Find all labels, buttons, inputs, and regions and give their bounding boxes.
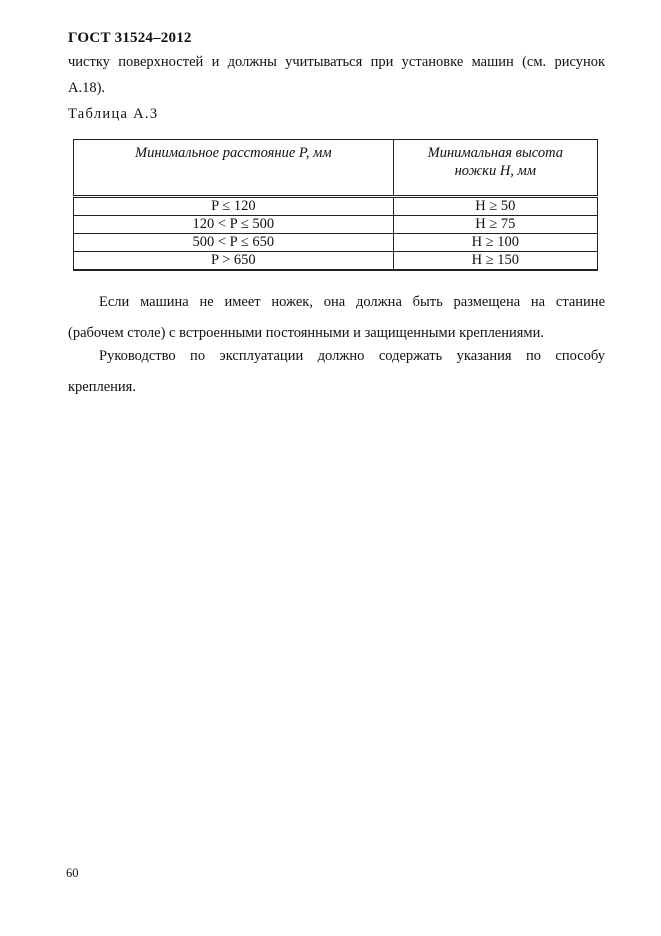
col-header-height-line2: ножки H, мм [454,163,537,179]
cell-distance: 120 < P ≤ 500 [74,216,394,234]
cell-distance: P ≤ 120 [74,197,394,216]
paragraph-no-feet [68,287,605,349]
paragraph-no-feet-line1: Если машина не имеет ножек, она должна быть размещена на станине [99,294,605,310]
paragraph-no-feet-line2: (рабочем столе) с встроенными постоянными и защищенными креплениями. [68,325,544,341]
col-header-height-line1: Минимальная высота [427,145,563,161]
intro-line-2: А.18). [68,80,106,96]
distance-height-table [73,139,598,271]
document-header: ГОСТ 31524–2012 [68,30,192,46]
col-header-height [393,140,597,197]
cell-distance: P > 650 [74,252,394,271]
cell-height: H ≥ 50 [393,197,597,216]
cell-height: H ≥ 100 [393,234,597,252]
col-header-distance: Минимальное расстояние P, мм [74,140,394,197]
cell-distance: 500 < P ≤ 650 [74,234,394,252]
table-header-row [74,140,598,197]
cell-height: H ≥ 150 [393,252,597,271]
table-caption: Таблица А.3 [68,106,159,122]
table-row [74,216,598,234]
cell-height: H ≥ 75 [393,216,597,234]
paragraph-manual-line2: крепления. [68,379,136,395]
table-row [74,234,598,252]
table-row [74,252,598,271]
paragraph-manual [68,341,605,403]
intro-line-1: чистку поверхностей и должны учитываться при установке машин (см. рисунок [68,54,605,70]
page-number: 60 [66,866,79,880]
table-row [74,197,598,216]
paragraph-manual-line1: Руководство по эксплуатации должно содержать указания по способу [99,348,605,364]
